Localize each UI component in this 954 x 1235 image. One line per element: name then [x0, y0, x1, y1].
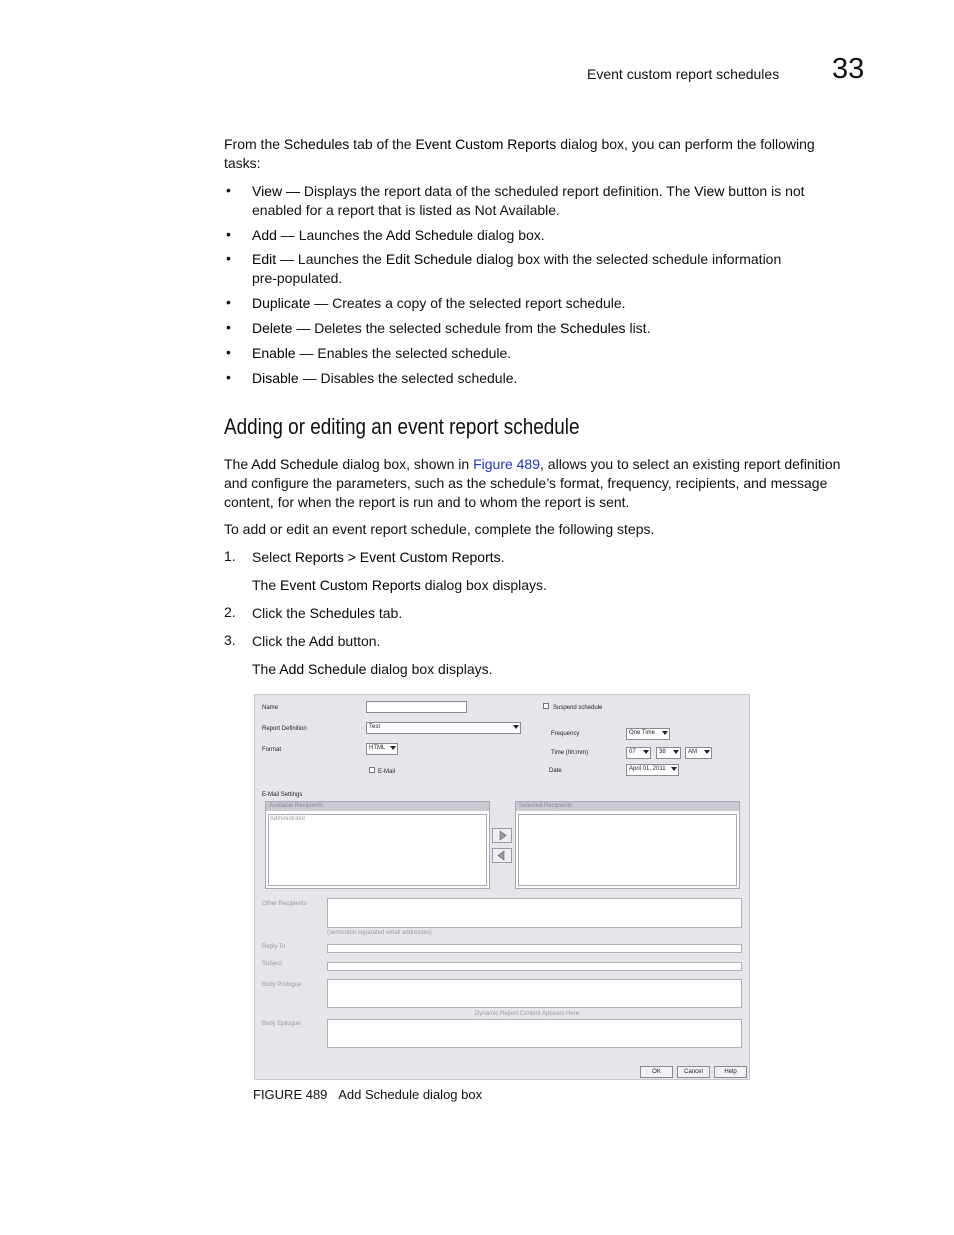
chevron-down-icon: [643, 750, 649, 754]
frequency-select[interactable]: One Time: [626, 728, 670, 740]
chevron-down-icon: [671, 767, 677, 771]
chevron-down-icon: [390, 746, 396, 750]
name-input[interactable]: [366, 701, 467, 713]
suspend-schedule-label: Suspend schedule: [553, 705, 603, 711]
report-definition-select[interactable]: Test: [366, 722, 521, 734]
add-recipient-button[interactable]: [492, 828, 512, 843]
step-result: The Add Schedule dialog box displays.: [252, 661, 493, 677]
email-checkbox[interactable]: [369, 767, 375, 773]
figure-title: Add Schedule dialog box: [338, 1087, 483, 1102]
step-text: Click the Add button.: [252, 633, 381, 649]
list-item[interactable]: Administrator: [270, 816, 306, 822]
time-hour-select[interactable]: 07: [626, 747, 651, 759]
list-item: Enable — Enables the selected schedule.: [252, 345, 512, 361]
figure-caption: [253, 1087, 482, 1102]
figure-link[interactable]: Figure 489: [473, 456, 541, 472]
date-label: Date: [549, 768, 562, 774]
subject-input[interactable]: [327, 962, 742, 971]
list-item: Duplicate — Creates a copy of the selected report schedule.: [252, 295, 626, 311]
selected-recipients-header: Selected Recipients: [516, 802, 739, 811]
step-number: 2.: [224, 604, 236, 620]
ok-button[interactable]: OK: [640, 1066, 673, 1078]
intro-paragraph: From the Schedules tab of the Event Custom Reports dialog box, you can perform the following tasks:: [224, 136, 815, 171]
body-prologue-label: Body Prologue: [262, 982, 302, 988]
reply-to-label: Reply To: [262, 944, 286, 950]
subject-label: Subject: [262, 961, 283, 967]
list-item: Edit — Launches the Edit Schedule dialog box with the selected schedule information pre-populated.: [252, 251, 782, 286]
bullet-icon: •: [226, 369, 231, 385]
email-settings-label: E-Mail Settings: [262, 792, 303, 798]
list-item: View — Displays the report data of the scheduled report definition. The View button is not enabled for a report that is listed as Not Available.: [252, 183, 805, 218]
section-heading: Adding or editing an event report schedule: [224, 414, 580, 439]
step-text: Select Reports > Event Custom Reports.: [252, 549, 505, 565]
other-recipients-label: Other Recipients: [262, 901, 307, 907]
available-recipients-list[interactable]: [268, 814, 487, 886]
bullet-icon: •: [226, 294, 231, 310]
time-label: Time (hh:mm): [551, 750, 589, 756]
chevron-down-icon: [662, 731, 668, 735]
date-picker[interactable]: April 01, 2011: [626, 764, 679, 776]
bullet-icon: •: [226, 250, 231, 266]
arrow-right-icon: [493, 829, 511, 842]
step-text: Click the Schedules tab.: [252, 605, 403, 621]
running-header-title: Event custom report schedules: [587, 66, 780, 82]
report-definition-label: Report Definition: [262, 726, 307, 732]
step-number: 3.: [224, 632, 236, 648]
format-select[interactable]: HTML: [366, 743, 398, 755]
email-checkbox-label: E-Mail: [378, 769, 396, 775]
time-minute-select[interactable]: 38: [656, 747, 681, 759]
selected-recipients-panel: [515, 801, 740, 889]
figure-number: FIGURE 489: [253, 1087, 328, 1102]
available-recipients-header: Available Recipients: [266, 802, 489, 811]
dynamic-content-hint: Dynamic Report Content Appears Here: [475, 1011, 580, 1017]
suspend-schedule-checkbox[interactable]: [543, 703, 549, 709]
add-schedule-dialog: [254, 694, 750, 1080]
chevron-down-icon: [513, 725, 519, 729]
reply-to-input[interactable]: [327, 944, 742, 953]
bullet-icon: •: [226, 226, 231, 242]
remove-recipient-button[interactable]: [492, 848, 512, 863]
other-recipients-input[interactable]: [327, 898, 742, 928]
body-epilogue-label: Body Epilogue: [262, 1021, 301, 1027]
section-paragraph: The Add Schedule dialog box, shown in Figure 489, allows you to select an existing report definition and configure the parameters, such as the schedule’s format, frequency, recipients, and message content, for when the report is run and to whom the report is sent.: [224, 456, 841, 510]
list-item: Add — Launches the Add Schedule dialog box.: [252, 227, 545, 243]
body-prologue-input[interactable]: [327, 979, 742, 1008]
available-recipients-panel: [265, 801, 490, 889]
help-button[interactable]: Help: [714, 1066, 747, 1078]
step-number: 1.: [224, 548, 236, 564]
list-item: Delete — Deletes the selected schedule from the Schedules list.: [252, 320, 651, 336]
time-ampm-select[interactable]: AM: [685, 747, 712, 759]
bullet-icon: •: [226, 344, 231, 360]
name-label: Name: [262, 705, 279, 711]
bullet-icon: •: [226, 319, 231, 335]
arrow-left-icon: [493, 849, 511, 862]
format-label: Format: [262, 747, 282, 753]
list-item: Disable — Disables the selected schedule.: [252, 370, 518, 386]
frequency-label: Frequency: [551, 731, 580, 737]
cancel-button[interactable]: Cancel: [677, 1066, 710, 1078]
bullet-icon: •: [226, 182, 231, 198]
chevron-down-icon: [673, 750, 679, 754]
selected-recipients-list[interactable]: [518, 814, 737, 886]
body-epilogue-input[interactable]: [327, 1019, 742, 1048]
chapter-number: 33: [832, 53, 865, 85]
step-result: The Event Custom Reports dialog box displays.: [252, 577, 547, 593]
other-recipients-hint: (semicolon separated email addresses): [327, 930, 432, 936]
chevron-down-icon: [704, 750, 710, 754]
steps-intro: To add or edit an event report schedule, complete the following steps.: [224, 521, 655, 537]
